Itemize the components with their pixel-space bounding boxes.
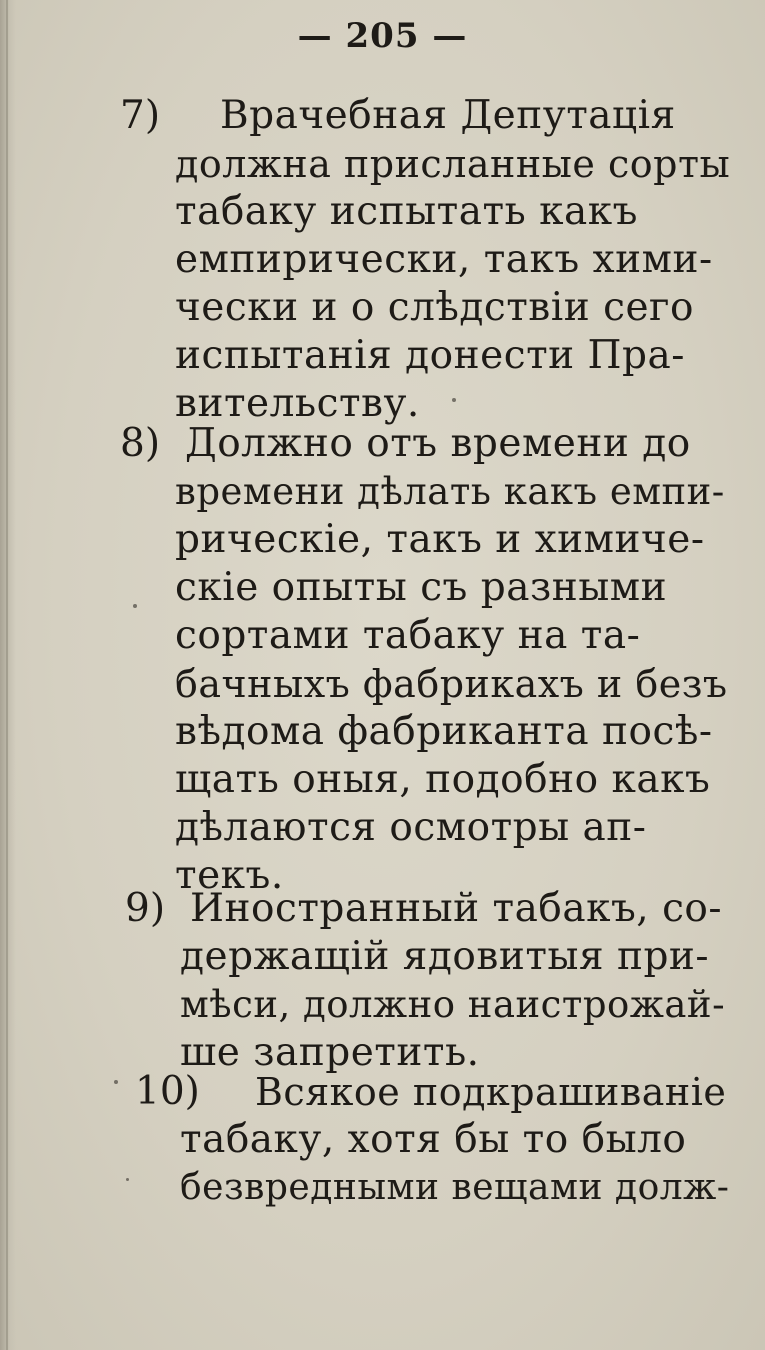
paper-speck (452, 398, 456, 402)
text-line: щать оныя, подобно какъ (175, 757, 711, 802)
text-line: чески и о слѣдствіи сего (175, 285, 694, 330)
paper-speck (133, 604, 137, 608)
item-number: 8) (120, 421, 161, 466)
text-line: Врачебная Депутація (220, 93, 676, 138)
text-line: времени дѣлать какъ емпи- (175, 470, 725, 513)
item-number: 7) (120, 93, 161, 138)
text-line: держащій ядовитыя при- (180, 934, 710, 979)
paper-speck (114, 1080, 118, 1084)
text-line: табаку, хотя бы то было (180, 1117, 687, 1162)
text-line: вѣдома фабриканта посѣ- (175, 709, 713, 754)
text-line: вительству. (175, 381, 420, 426)
text-line: текъ. (175, 853, 284, 898)
text-line: Должно отъ времени до (185, 421, 691, 466)
item-number: 9) (125, 886, 166, 931)
text-line: Иностранный табакъ, со- (190, 886, 723, 931)
text-line: рическіе, такъ и химиче- (175, 517, 705, 562)
text-line: дѣлаются осмотры ап- (175, 805, 647, 850)
item-number: 10) (135, 1069, 200, 1114)
text-line: емпирически, такъ хими- (175, 237, 713, 282)
page-gutter-shadow (0, 0, 16, 1350)
paper-speck (126, 1178, 129, 1181)
page-gutter-line (6, 0, 8, 1350)
text-line: ше запретить. (180, 1030, 480, 1075)
text-line: табаку испытать какъ (175, 189, 638, 234)
text-line: мѣси, должно наистрожай- (180, 983, 726, 1026)
page-number-header: — 205 — (297, 16, 468, 56)
text-line: безвредными вещами долж- (180, 1167, 730, 1208)
text-line: должна присланные сорты (175, 142, 731, 186)
text-line: Всякое подкрашиваніе (255, 1070, 727, 1114)
text-line: скіе опыты съ разными (175, 565, 668, 610)
text-line: сортами табаку на та- (175, 613, 641, 658)
text-line: бачныхъ фабрикахъ и безъ (175, 662, 728, 706)
text-line: испытанія донести Пра- (175, 333, 685, 378)
